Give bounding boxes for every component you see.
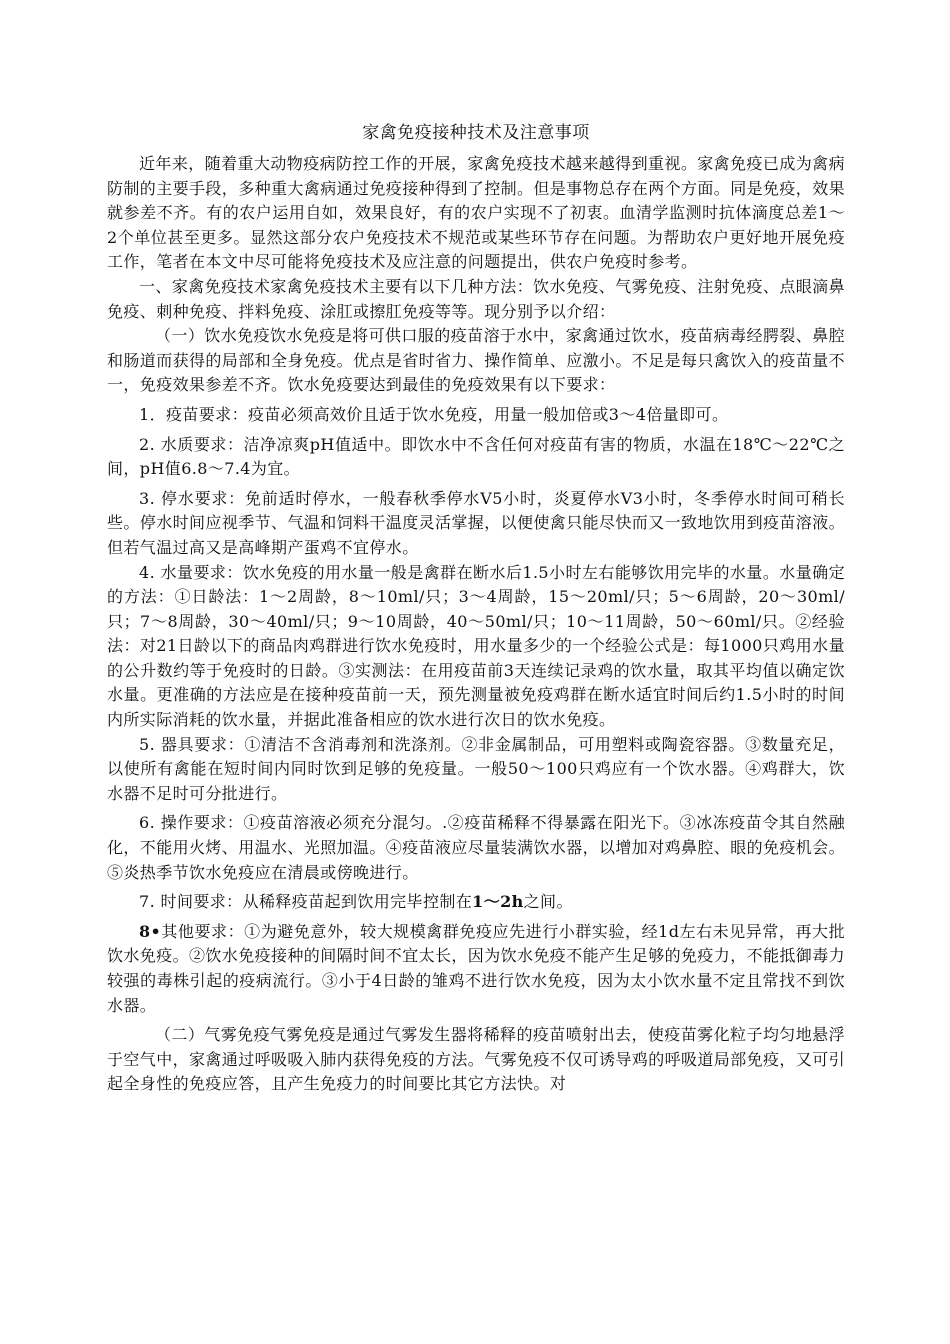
paragraph-item-4: 4. 水量要求：饮水免疫的用水量一般是禽群在断水后1.5小时左右能够饮用完毕的水量。水量确定的方法：①日龄法：1〜2周龄，8〜10ml/只；3〜4周龄，15〜20ml/只；5〜6周龄，20〜30ml/只；7〜8周龄，30〜40ml/只；9〜10周龄，40〜50ml/只；10〜11周龄，50〜60ml/只。②经验法：对21日龄以下的商品肉鸡群进行饮水免疫时，用水量多少的一个经验公式是：每1000只鸡用水量的公升数约等于免疫时的日龄。③实测法：在用疫苗前3天连续记录鸡的饮水量，取其平均值以确定饮水量。更准确的方法应是在接种疫苗前一天，预先测量被免疫鸡群在断水适宜时间后约1.5小时的时间内所实际消耗的饮水量，并据此准备相应的饮水进行次日的饮水免疫。 [107, 562, 845, 730]
paragraph-item-7 [107, 890, 845, 915]
paragraph-item-8 [107, 920, 845, 1018]
paragraph-item-2: 2. 水质要求：洁净凉爽pH值适中。即饮水中不含任何对疫苗有害的物质，水温在18℃〜22℃之间，pH值6.8〜7.4为宜。 [107, 434, 845, 479]
item-7-text: 7. 时间要求：从稀释疫苗起到饮用完毕控制在 [139, 892, 473, 912]
paragraph-item-6: 6. 操作要求：①疫苗溶液必须充分混匀。.②疫苗稀释不得暴露在阳光下。③冰冻疫苗令其自然融化，不能用火烤、用温水、光照加温。④疫苗液应尽量装满饮水器，以增加对鸡鼻腔、眼的免疫机会。⑤炎热季节饮水免疫应在清晨或傍晚进行。 [107, 813, 846, 882]
paragraph-intro: 近年来，随着重大动物疫病防控工作的开展，家禽免疫技术越来越得到重视。家禽免疫已成为禽病防制的主要手段，多种重大禽病通过免疫接种得到了控制。但是事物总存在两个方面。同是免疫，效果就参差不齐。有的农户运用自如，效果良好，有的农户实现不了初衷。血清学监测时抗体滴度总差1〜2个单位甚至更多。显然这部分农户免疫技术不规范或某些环节存在问题。为帮助农户更好地开展免疫工作，笔者在本文中尽可能将免疫技术及应注意的问题提出，供农户免疫时参考。 [107, 154, 846, 272]
paragraph-subsection-water: （一）饮水免疫饮水免疫是将可供口服的疫苗溶于水中，家禽通过饮水，疫苗病毒经腭裂、鼻腔和肠道而获得的局部和全身免疫。优点是省时省力、操作简单、应激小。不足是每只禽饮入的疫苗量不一，免疫效果参差不齐。饮水免疫要达到最佳的免疫效果有以下要求： [107, 326, 846, 395]
paragraph-item-3: 3. 停水要求：免前适时停水，一般春秋季停水V5小时，炎夏停水V3小时，冬季停水时间可稍长些。停水时间应视季节、气温和饲料干温度灵活掌握，以便使禽只能尽快而又一致地饮用到疫苗溶液。但若气温过高又是高峰期产蛋鸡不宜停水。 [107, 488, 846, 557]
item-7-time-value: 1〜2h [472, 892, 524, 912]
paragraph-item-1: 1．疫苗要求：疫苗必须高效价且适于饮水免疫，用量一般加倍或3〜4倍量即可。 [139, 404, 729, 424]
item-8-number: 8• [139, 921, 162, 941]
paragraph-item-5: 5. 器具要求：①清洁不含消毒剂和洗涤剂。②非金属制品，可用塑料或陶瓷容器。③数量充足，以使所有禽能在短时间内同时饮到足够的免疫量。一般50〜100只鸡应有一个饮水器。④鸡群大，饮水器不足时可分批进行。 [107, 734, 845, 803]
document-page [107, 120, 845, 1097]
item-8-text: 其他要求：①为避免意外，较大规模禽群免疫应先进行小群实验，经1d左右未见异常，再大批饮水免疫。②饮水免疫接种的间隔时间不宜太长，因为饮水免疫不能产生足够的免疫力，不能抵御毒力较强的毒株引起的疫病流行。③小于4日龄的雏鸡不进行饮水免疫，因为太小饮水量不定且常找不到饮水器。 [107, 921, 846, 1015]
document-title: 家禽免疫接种技术及注意事项 [362, 123, 590, 143]
item-7-suffix: 之间。 [523, 892, 573, 912]
paragraph-section-1: 一、家禽免疫技术家禽免疫技术主要有以下几种方法：饮水免疫、气雾免疫、注射免疫、点眼滴鼻免疫、刺种免疫、拌料免疫、涂肛或擦肛免疫等等。现分别予以介绍： [107, 276, 845, 321]
paragraph-subsection-aerosol: （二）气雾免疫气雾免疫是通过气雾发生器将稀释的疫苗喷射出去，使疫苗雾化粒子均匀地悬浮于空气中，家禽通过呼吸吸入肺内获得免疫的方法。气雾免疫不仅可诱导鸡的呼吸道局部免疫，又可引起全身性的免疫应答，且产生免疫力的时间要比其它方法快。对 [107, 1025, 846, 1094]
